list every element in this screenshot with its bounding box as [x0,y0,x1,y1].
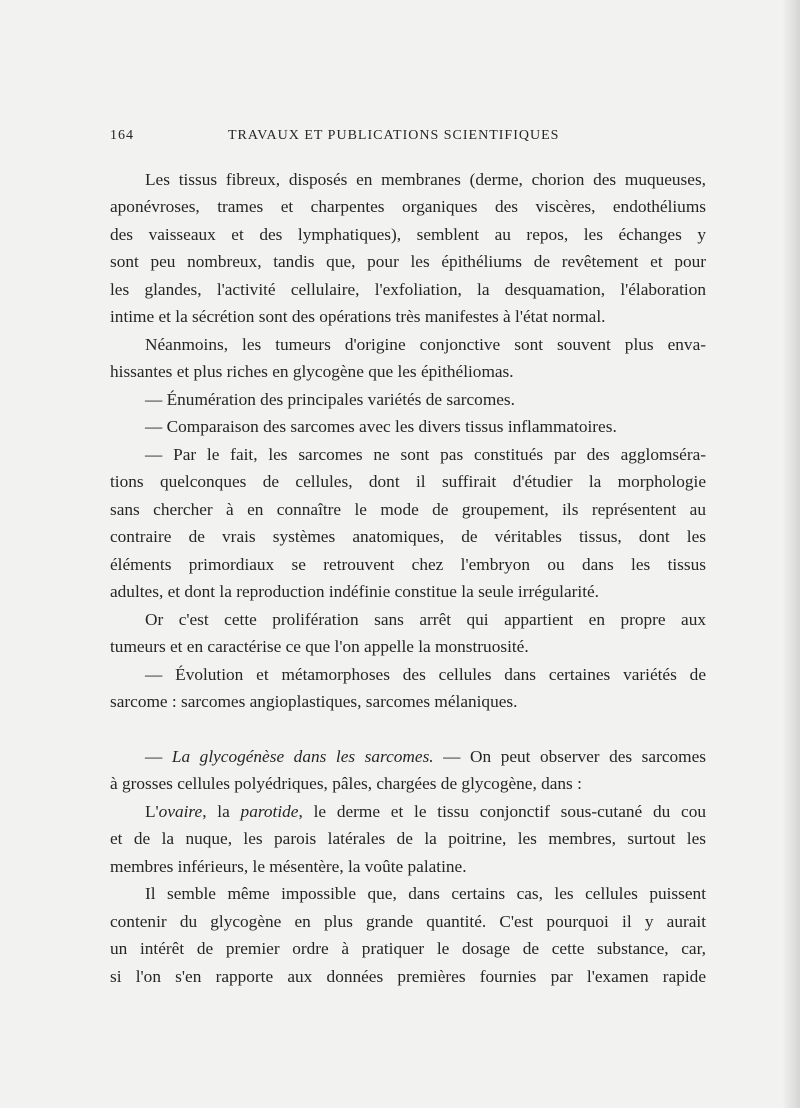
text-line: un intérêt de premier ordre à pratiquer le dosage de cette substance, car, [110,939,706,958]
section-heading-line [145,747,706,767]
text-line: — Comparaison des sarcomes avec les divers tissus inflammatoires. [145,417,617,436]
text-span: L' [145,802,159,821]
text-line: si l'on s'en rapporte aux données premières fournies par l'examen rapide [110,967,706,986]
page-number: 164 [110,128,134,143]
text-span: , le derme et le tissu conjonctif sous-cutané du cou [298,802,706,821]
text-line: tumeurs et en caractérise ce que l'on appelle la monstruosité. [110,637,529,656]
text-line: des vaisseaux et des lymphatiques), semblent au repos, les échanges y [110,225,706,244]
running-title: TRAVAUX ET PUBLICATIONS SCIENTIFIQUES [228,128,560,143]
text-line: Néanmoins, les tumeurs d'origine conjonctive sont souvent plus enva- [145,335,706,354]
text-line: — Évolution et métamorphoses des cellules dans certaines variétés de [145,665,706,684]
text-line: tions quelconques de cellules, dont il suffirait d'étudier la morphologie [110,472,706,491]
text-line [145,802,706,822]
dash: — [145,747,172,766]
text-line: intime et la sécrétion sont des opérations très manifestes à l'état normal. [110,307,606,326]
text-line: contraire de vrais systèmes anatomiques, de véritables tissus, dont les [110,527,706,546]
text-line: sarcome : sarcomes angioplastiques, sarcomes mélaniques. [110,692,518,711]
text-line: et de la nuque, les parois latérales de la poitrine, les membres, surtout les [110,829,706,848]
text-line: à grosses cellules polyédriques, pâles, chargées de glycogène, dans : [110,774,582,793]
text-line: — Par le fait, les sarcomes ne sont pas constitués par des agglomséra- [145,445,706,464]
italic-term: parotide [240,802,299,821]
text-line: contenir du glycogène en plus grande quantité. C'est pourquoi il y aurait [110,912,706,931]
page-header [110,128,706,148]
text-line: sans chercher à en connaître le mode de groupement, ils représentent au [110,500,706,519]
text-line: adultes, et dont la reproduction indéfinie constitue la seule irrégularité. [110,582,599,601]
text-line: aponévroses, trames et charpentes organiques des viscères, endothéliums [110,197,706,216]
text-line: Les tissus fibreux, disposés en membranes (derme, chorion des muqueuses, [145,170,706,189]
text-line: hissantes et plus riches en glycogène que les épithéliomas. [110,362,514,381]
text-line: sont peu nombreux, tandis que, pour les épithéliums de revêtement et pour [110,252,706,271]
text-line: membres inférieurs, le mésentère, la voûte palatine. [110,857,467,876]
italic-term: ovaire [158,802,203,821]
text-line: les glandes, l'activité cellulaire, l'exfoliation, la desquamation, l'élaboration [110,280,706,299]
text-line: Or c'est cette prolifération sans arrêt qui appartient en propre aux [145,610,706,629]
text-span: — On peut observer des sarcomes [433,747,706,766]
text-line: — Énumération des principales variétés de sarcomes. [145,390,515,409]
scan-edge-shadow [782,0,800,1108]
section-title-italic: La glycogénèse dans les sarcomes. [171,747,434,766]
text-span: , la [202,802,241,821]
text-line: éléments primordiaux se retrouvent chez l'embryon ou dans les tissus [110,555,706,574]
text-line: Il semble même impossible que, dans certains cas, les cellules puissent [145,884,706,903]
